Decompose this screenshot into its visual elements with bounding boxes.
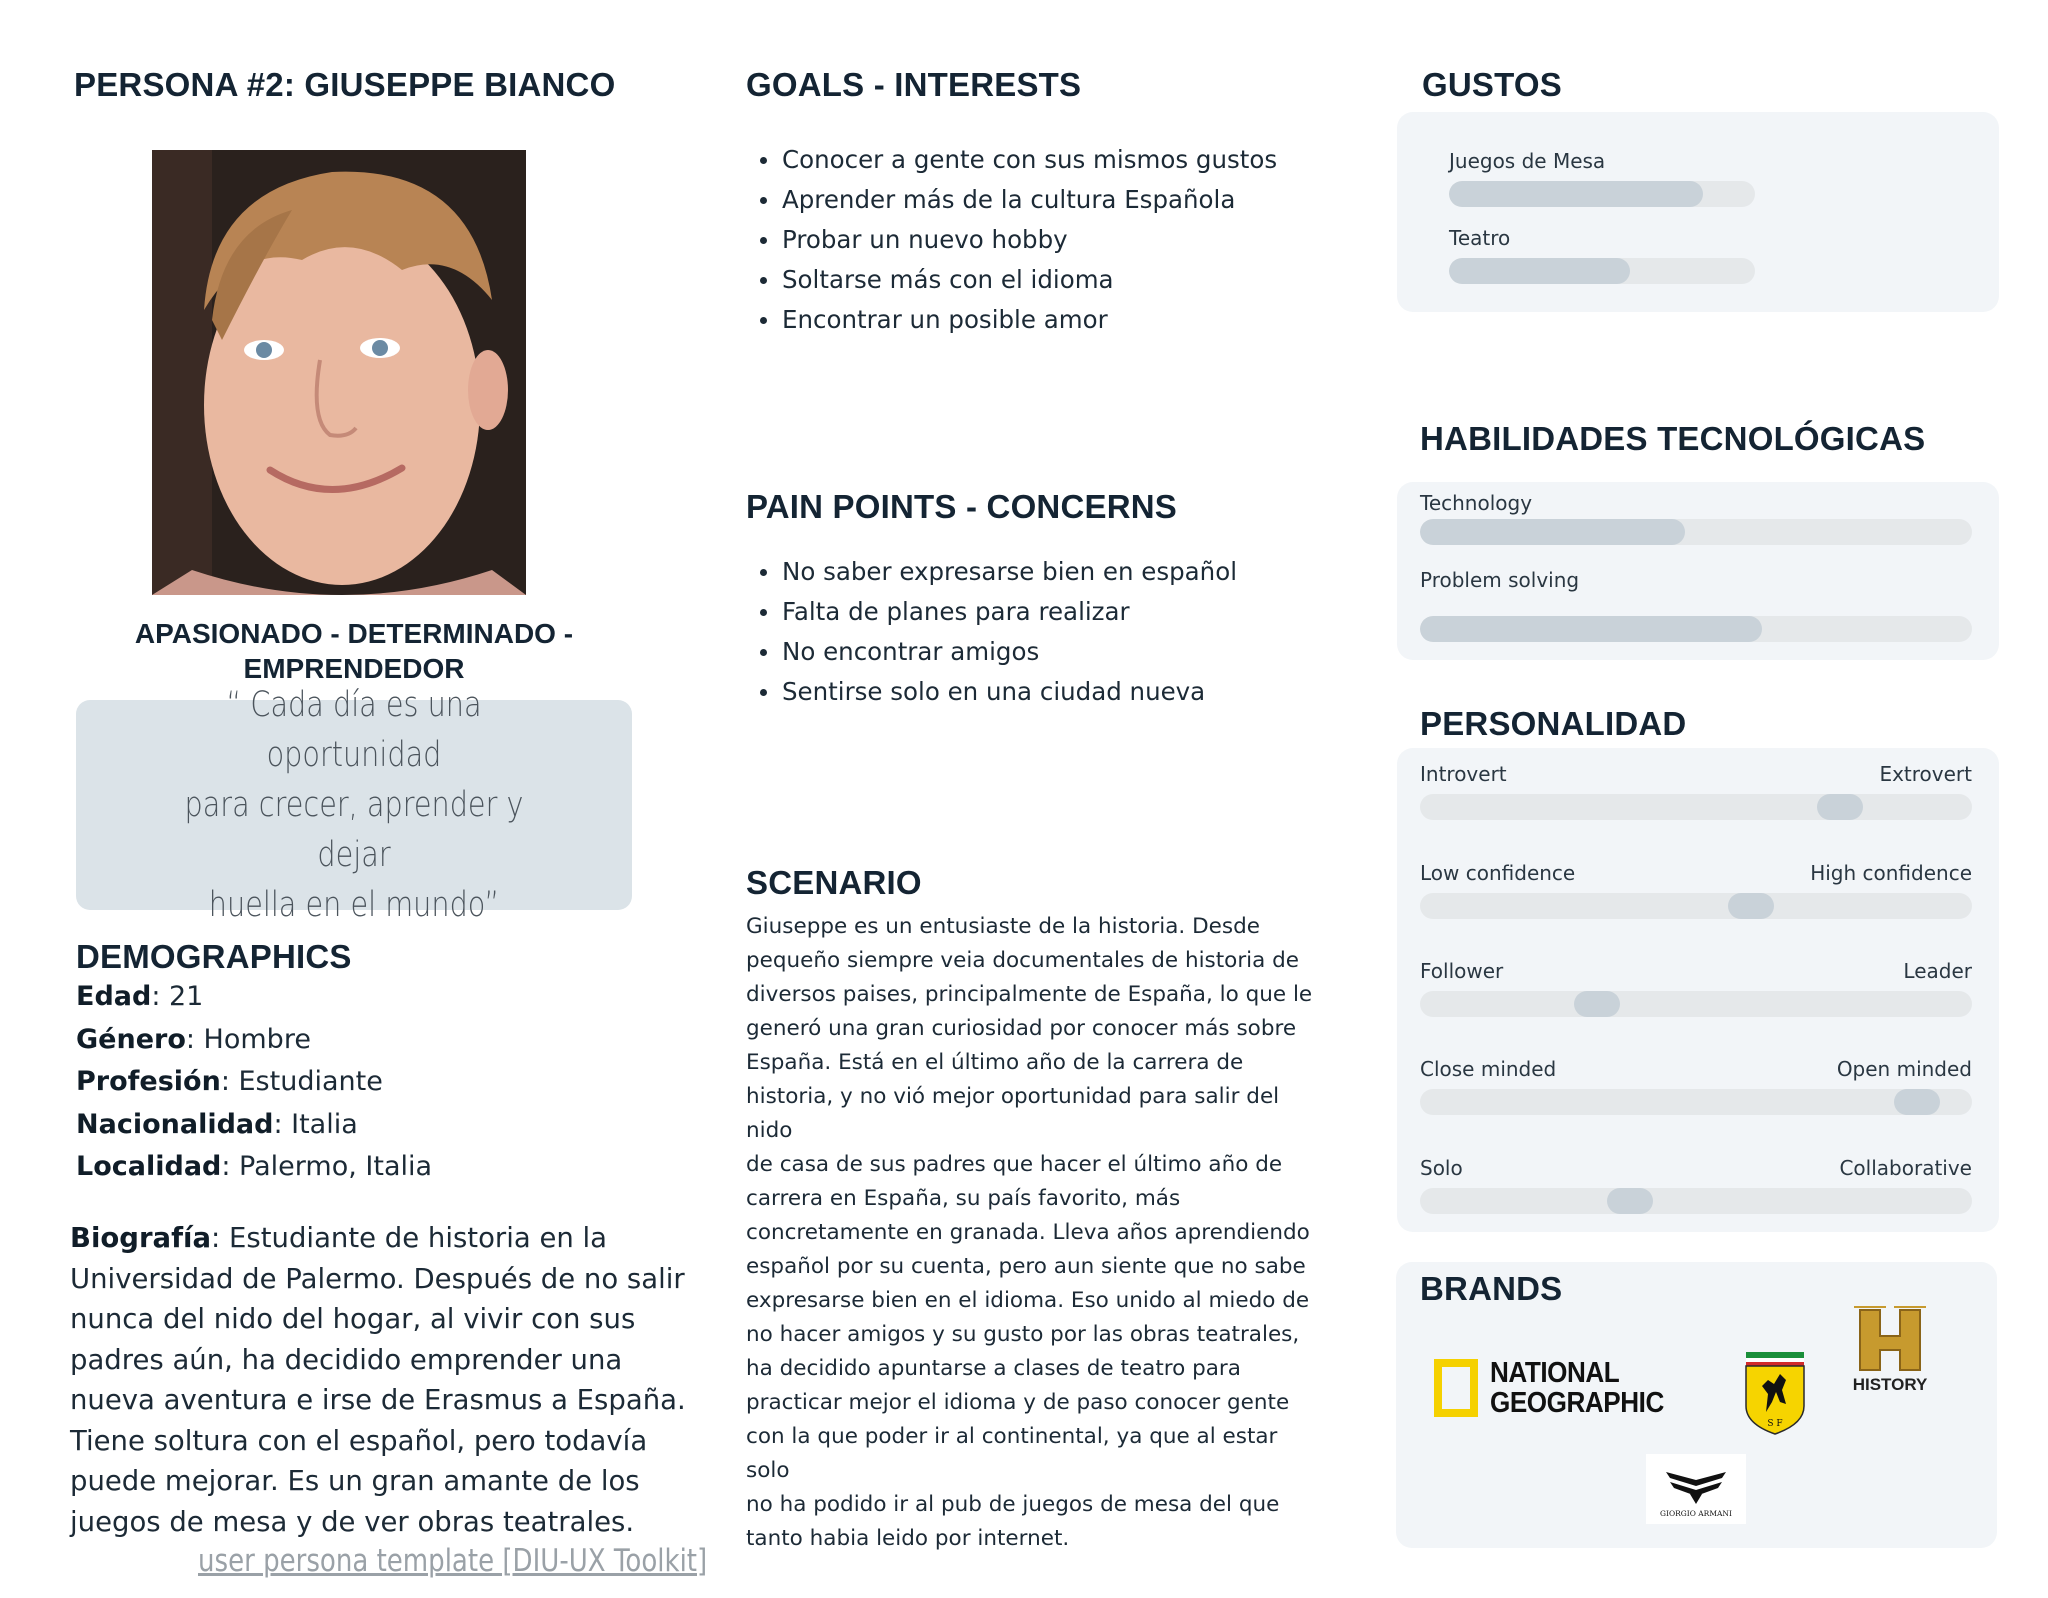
- quote-line: “ Cada día es una oportunidad: [226, 685, 482, 775]
- quote-text: [159, 680, 549, 930]
- biography-text: : Estudiante de historia en la Universidad de Palermo. Después de no salir nunca del nido del hogar, al vivir con sus padres aún, ha decidido emprender una nueva aventura e irse de Erasmus a España. Tiene soltura con el español, pero todavía puede mejorar. Es un gran amante de los juegos de mesa y de ver obras teatrales.: [70, 1222, 686, 1538]
- scenario-line: ha decidido apuntarse a clases de teatro para: [746, 1356, 1241, 1381]
- national-geographic-logo: [1434, 1358, 1683, 1418]
- gusto-bar-fill: [1449, 258, 1630, 284]
- ferrari-shield-icon: [1742, 1350, 1808, 1436]
- ferrari-logo: [1742, 1350, 1808, 1436]
- scenario-line: practicar mejor el idioma y de paso conocer gente: [746, 1390, 1290, 1415]
- quote-line: huella en el mundo”: [208, 885, 500, 925]
- scenario-line: carrera en España, su país favorito, más: [746, 1186, 1181, 1211]
- goals-list: [760, 140, 1277, 340]
- scenario-line: expresarse bien en el idioma. Eso unido al miedo de: [746, 1288, 1310, 1313]
- goal-item: Encontrar un posible amor: [760, 300, 1277, 340]
- skill-bar-fill: [1420, 519, 1685, 545]
- demographic-value: : 21: [151, 981, 204, 1012]
- skill-bar: [1420, 519, 1972, 545]
- demographic-item: [76, 1061, 432, 1104]
- gustos-card: [1397, 112, 1999, 312]
- biography: [70, 1218, 690, 1542]
- trait-right-label: Collaborative: [1839, 1156, 1972, 1180]
- scenario-line: no hacer amigos y su gusto por las obras teatrales,: [746, 1322, 1300, 1347]
- scenario-line: concretamente en granada. Lleva años aprendiendo: [746, 1220, 1310, 1245]
- persona-traits: [104, 616, 604, 686]
- habilidades-card: [1397, 482, 1999, 660]
- scenario-line: tanto habia leido por internet.: [746, 1526, 1070, 1551]
- pain-point-item: Sentirse solo en una ciudad nueva: [760, 672, 1237, 712]
- scenario-line: español por su cuenta, pero aun siente que no sabe: [746, 1254, 1306, 1279]
- pain-point-item: No saber expresarse bien en español: [760, 552, 1237, 592]
- demographics-title: DEMOGRAPHICS: [76, 938, 352, 975]
- demographic-label: Género: [76, 1023, 186, 1055]
- trait-left-label: Close minded: [1420, 1057, 1557, 1081]
- persona-photo: [152, 150, 526, 595]
- pain-point-item: No encontrar amigos: [760, 632, 1237, 672]
- gusto-label: Teatro: [1449, 226, 1511, 250]
- demographic-item: [76, 976, 432, 1019]
- scenario-title: SCENARIO: [746, 864, 922, 901]
- goal-item: Probar un nuevo hobby: [760, 220, 1277, 260]
- demographic-label: Profesión: [76, 1066, 221, 1097]
- goals-title: GOALS - INTERESTS: [746, 66, 1082, 103]
- traits-line: EMPRENDEDOR: [243, 653, 465, 684]
- trait-slider: [1420, 794, 1972, 820]
- armani-wordmark: GIORGIO ARMANI: [1660, 1509, 1732, 1518]
- pain-points-title: PAIN POINTS - CONCERNS: [746, 488, 1177, 525]
- demographics-list: [76, 976, 432, 1189]
- habilidades-title: HABILIDADES TECNOLÓGICAS: [1420, 420, 1926, 457]
- trait-slider-thumb: [1728, 893, 1774, 919]
- trait-right-label: Extrovert: [1879, 762, 1972, 786]
- history-logo: [1850, 1306, 1930, 1398]
- skill-label: Problem solving: [1420, 568, 1580, 592]
- portrait-illustration: [152, 150, 526, 595]
- skill-bar-fill: [1420, 616, 1762, 642]
- scenario-line: pequeño siempre veia documentales de historia de: [746, 948, 1300, 973]
- demographic-value: : Estudiante: [220, 1066, 383, 1097]
- scenario-line: con la que poder ir al continental, ya que al estar solo: [746, 1424, 1278, 1483]
- trait-right-label: High confidence: [1810, 861, 1972, 885]
- trait-left-label: Introvert: [1420, 762, 1507, 786]
- demographic-item: [76, 1019, 432, 1062]
- scenario-line: diversos paises, principalmente de España, lo que le: [746, 982, 1313, 1007]
- quote-line: para crecer, aprender y dejar: [184, 785, 524, 875]
- goal-item: Conocer a gente con sus mismos gustos: [760, 140, 1277, 180]
- trait-left-label: Low confidence: [1420, 861, 1576, 885]
- ng-line: NATIONAL: [1490, 1357, 1620, 1389]
- personalidad-card: [1397, 748, 1999, 1232]
- trait-slider-thumb: [1607, 1188, 1653, 1214]
- scenario-line: Giuseppe es un entusiaste de la historia. Desde: [746, 914, 1260, 939]
- demographic-label: Localidad: [76, 1151, 222, 1182]
- trait-left-label: Follower: [1420, 959, 1504, 983]
- trait-slider-thumb: [1894, 1089, 1940, 1115]
- demographic-value: : Italia: [273, 1108, 358, 1140]
- trait-left-label: Solo: [1420, 1156, 1463, 1180]
- scenario-line: historia, y no vió mejor oportunidad para salir del nido: [746, 1084, 1280, 1143]
- pain-point-item: Falta de planes para realizar: [760, 592, 1237, 632]
- personalidad-title: PERSONALIDAD: [1420, 705, 1687, 742]
- gusto-label: Juegos de Mesa: [1449, 149, 1606, 173]
- gustos-title: GUSTOS: [1422, 66, 1562, 103]
- history-h-icon: [1850, 1306, 1930, 1398]
- national-geographic-frame-icon: [1434, 1359, 1478, 1417]
- scenario-line: España. Está en el último año de la carrera de: [746, 1050, 1244, 1075]
- history-wordmark: HISTORY: [1852, 1375, 1928, 1394]
- biography-label: Biografía: [70, 1222, 212, 1254]
- skill-label: Technology: [1420, 491, 1533, 515]
- pain-points-list: [760, 552, 1237, 712]
- persona-title: PERSONA #2: GIUSEPPE BIANCO: [74, 66, 616, 103]
- trait-slider-thumb: [1817, 794, 1863, 820]
- template-credit-link[interactable]: user persona template [DIU-UX Toolkit]: [198, 1543, 708, 1579]
- trait-slider: [1420, 893, 1972, 919]
- giorgio-armani-logo: [1646, 1454, 1746, 1524]
- goal-item: Soltarse más con el idioma: [760, 260, 1277, 300]
- scenario-line: generó una gran curiosidad por conocer más sobre: [746, 1016, 1297, 1041]
- trait-slider: [1420, 1188, 1972, 1214]
- trait-slider-thumb: [1574, 991, 1620, 1017]
- trait-right-label: Leader: [1903, 959, 1972, 983]
- brands-title: BRANDS: [1420, 1270, 1563, 1307]
- gusto-bar-fill: [1449, 181, 1703, 207]
- armani-eagle-icon: [1646, 1454, 1746, 1524]
- demographic-label: Nacionalidad: [76, 1108, 274, 1140]
- scenario-text: [746, 910, 1316, 1556]
- trait-slider: [1420, 1089, 1972, 1115]
- demographic-value: : Palermo, Italia: [221, 1151, 433, 1182]
- goal-item: Aprender más de la cultura Española: [760, 180, 1277, 220]
- national-geographic-wordmark: [1490, 1358, 1664, 1418]
- demographic-item: [76, 1104, 432, 1147]
- traits-line: APASIONADO - DETERMINADO -: [134, 618, 574, 649]
- quote-card: [76, 685, 632, 925]
- trait-slider: [1420, 991, 1972, 1017]
- demographic-item: [76, 1146, 432, 1189]
- skill-bar: [1420, 616, 1972, 642]
- ng-line: GEOGRAPHIC: [1490, 1387, 1664, 1419]
- ferrari-initials: S F: [1767, 1419, 1783, 1429]
- trait-right-label: Open minded: [1836, 1057, 1972, 1081]
- gusto-bar: [1449, 258, 1755, 284]
- scenario-line: de casa de sus padres que hacer el último año de: [746, 1152, 1283, 1177]
- demographic-value: : Hombre: [185, 1023, 311, 1055]
- scenario-line: no ha podido ir al pub de juegos de mesa del que: [746, 1492, 1280, 1517]
- gusto-bar: [1449, 181, 1755, 207]
- demographic-label: Edad: [76, 981, 152, 1012]
